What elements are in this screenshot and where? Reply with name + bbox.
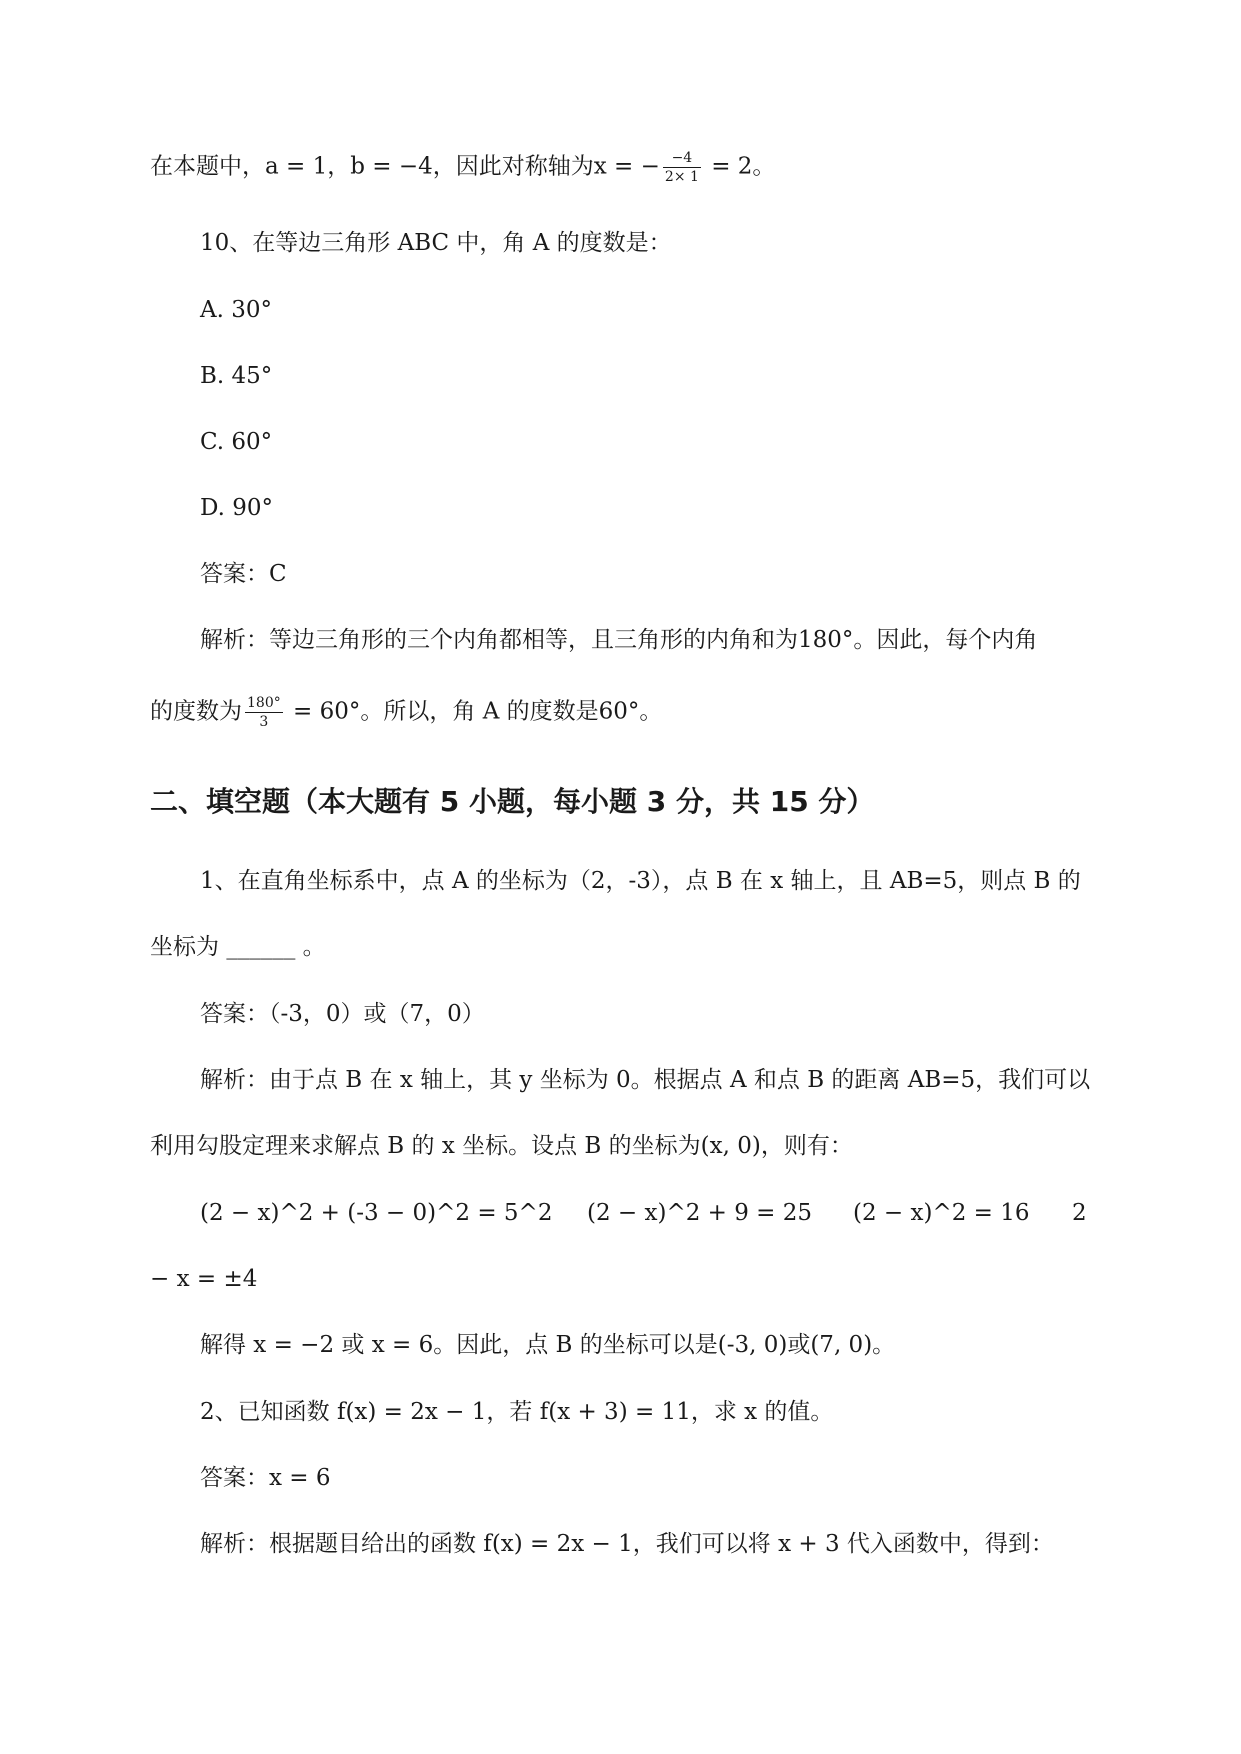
fill-question-2: 2、已知函数 f(x) = 2x − 1，若 f(x + 3) = 11，求 x 的值。: [200, 1399, 834, 1425]
text: 的度数为: [150, 698, 242, 725]
fill-question-1-line1: 1、在直角坐标系中，点 A 的坐标为（2，-3），点 B 在 x 轴上，且 AB=5，则点 B 的: [200, 868, 1081, 894]
fraction: [663, 150, 701, 185]
explanation-10-line2: [150, 695, 662, 730]
fraction-denominator: 3: [259, 714, 269, 730]
option-b: B. 45°: [200, 363, 273, 389]
explanation-2: 解析：根据题目给出的函数 f(x) = 2x − 1，我们可以将 x + 3 代入函数中，得到：: [200, 1531, 1054, 1557]
explanation-1-line3: 解得 x = −2 或 x = 6。因此，点 B 的坐标可以是(-3, 0)或(7, 0)。: [200, 1332, 896, 1358]
answer-2: 答案：x = 6: [200, 1465, 331, 1491]
answer-10: 答案：C: [200, 561, 287, 587]
explanation-1-line2: 利用勾股定理来求解点 B 的 x 坐标。设点 B 的坐标为(x, 0)，则有：: [150, 1133, 853, 1159]
answer-1: 答案：（-3，0）或（7，0）: [200, 1001, 485, 1027]
option-d: D. 90°: [200, 495, 274, 521]
text: = 2。: [703, 153, 776, 180]
equation-1: (2 − x)^2 + (-3 − 0)^2 = 5^2: [200, 1200, 553, 1226]
section-heading: 二、填空题（本大题有 5 小题，每小题 3 分，共 15 分）: [150, 785, 875, 818]
option-c: C. 60°: [200, 429, 273, 455]
answer-blank: ______: [226, 934, 296, 960]
explanation-10-line1: 解析：等边三角形的三个内角都相等，且三角形的内角和为180°。因此，每个内角: [200, 627, 1038, 653]
equation-3: (2 − x)^2 = 16: [853, 1200, 1030, 1226]
fill-question-1-line2: [150, 932, 326, 962]
equation-2: (2 − x)^2 + 9 = 25: [587, 1200, 813, 1226]
explanation-1-line1: 解析：由于点 B 在 x 轴上，其 y 坐标为 0。根据点 A 和点 B 的距离 AB=5，我们可以: [200, 1067, 1091, 1093]
text: 坐标为: [150, 934, 227, 960]
equation-4-end: − x = ±4: [150, 1266, 258, 1292]
text: 在本题中，a = 1，b = −4，因此对称轴为x = −: [150, 153, 660, 180]
option-a: A. 30°: [200, 297, 272, 323]
fraction-denominator: 2× 1: [664, 169, 699, 185]
fraction-numerator: −4: [663, 150, 701, 168]
line-symmetry-axis: [150, 150, 775, 185]
equation-4-start: 2: [1072, 1200, 1087, 1226]
fraction-numerator: 180°: [247, 695, 281, 711]
text: = 60°。所以，角 A 的度数是60°。: [285, 698, 663, 725]
fraction: [245, 695, 283, 730]
question-10: 10、在等边三角形 ABC 中，角 A 的度数是：: [200, 230, 672, 256]
text: 。: [295, 934, 326, 960]
